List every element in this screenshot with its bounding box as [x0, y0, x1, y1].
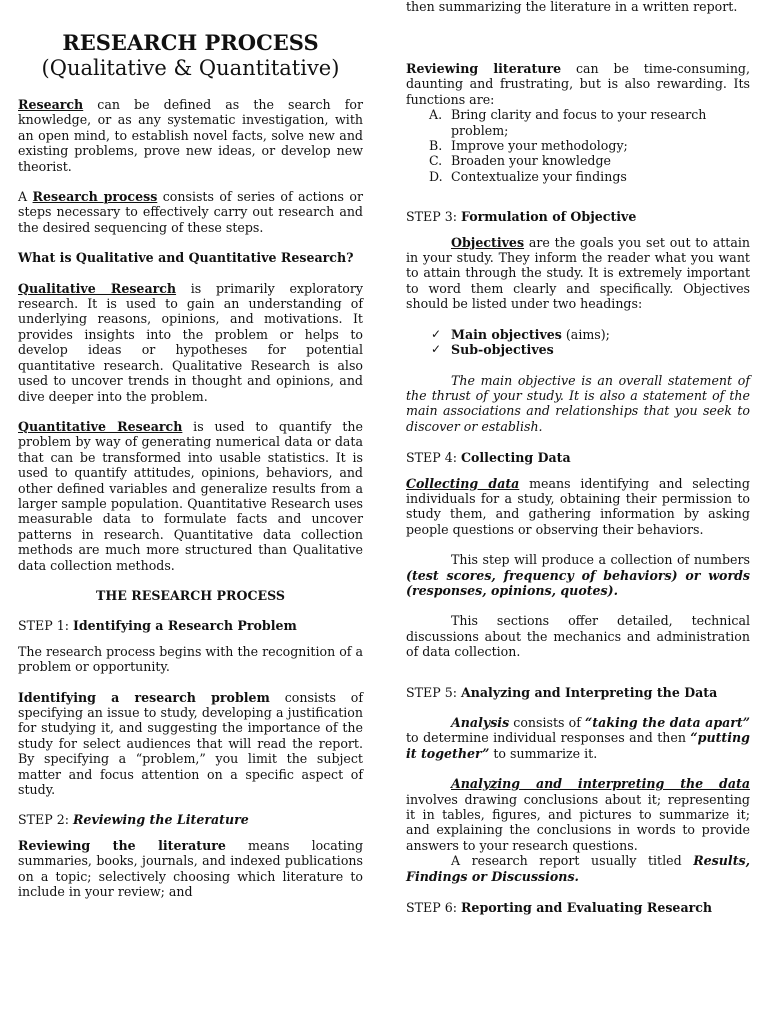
right-column-body [406, 61, 750, 915]
process-definition: A Research process consists of series of actions or steps necessary to effectively carry out research and the desired sequencing of these steps. [18, 189, 363, 235]
step3-paragraph-1: Objectives are the goals you set out to attain in your study. They inform the reader what you want to attain through the study. It is extremely important to word them clearly and specifically. Objectives should be listed under two headings: [406, 234, 750, 312]
left-column [18, 0, 363, 899]
check-icon: ✓ [431, 342, 442, 357]
step2-paragraph-1-continued: then summarizing the literature in a written report. [406, 0, 738, 14]
list-item: C. Broaden your knowledge [429, 153, 611, 169]
list-item: B. Improve your methodology; [429, 138, 628, 154]
functions-list [406, 107, 750, 184]
list-item: D. Contextualize your findings [429, 168, 627, 184]
intro-paragraph: Research can be defined as the search for knowledge, or as any systematic investigation, with an open mind, to establish novel facts, solve new and existing problems, prove new ideas, or develop new theorist. [18, 97, 363, 174]
step2-heading: STEP 2: Reviewing the Literature [18, 812, 249, 828]
collecting-data-term: Collecting data [406, 475, 520, 491]
question-heading: What is Qualitative and Quantitative Research? [18, 250, 354, 266]
step6-heading: STEP 6: Reporting and Evaluating Research [406, 900, 713, 916]
objectives-term: Objectives [451, 234, 525, 250]
quantitative-paragraph: Quantitative Research is used to quantify the problem by way of generating numerical data or data that can be transformed into usable statistics. It is used to quantify attitudes, opinions, behaviors, and other defined variables and generalize results from a larger sample population. Quantitative Research uses measurable data to formulate facts and uncover patterns in research. Quantitative data collection methods are much more structured than Qualitative data collection methods. [18, 418, 363, 573]
list-item: A. Bring clarity and focus to your research problem; [429, 107, 707, 138]
step1-paragraph-1: The research process begins with the recognition of a problem or opportunity. [18, 643, 363, 675]
step2-paragraph-2: Reviewing literature can be time-consuming, daunting and frustrating, but is also rewarding. Its functions are: [406, 61, 750, 107]
analyzing-term: Analyzing and interpreting the data [451, 776, 750, 792]
qualitative-term: Qualitative Research [18, 280, 177, 296]
step5-paragraph-2: Analyzing and interpreting the data involves drawing conclusions about it; representing it in tables, figures, and pictures to summarize it; and explaining the conclusions in words to provide answers to your research questions. [406, 776, 750, 853]
step2-paragraph-1: Reviewing the literature means locating summaries, books, journals, and indexed publications on a topic; selectively choosing which literature to include in your review; and [18, 837, 364, 900]
page-title: RESEARCH PROCESS [62, 30, 319, 55]
check-icon: ✓ [431, 326, 442, 341]
step5-paragraph-3: A research report usually titled Results, Findings or Discussions. [406, 853, 750, 884]
right-column [406, 0, 750, 14]
step5-paragraph-1: Analysis consists of “taking the data apart” to determine individual responses and then “putting it together” to summarize it. [406, 715, 750, 761]
step1-heading: STEP 1: Identifying a Research Problem [18, 618, 297, 634]
step4-heading: STEP 4: Collecting Data [406, 450, 571, 466]
list-item: ✓ Sub-objectives [431, 342, 554, 358]
page-subtitle: (Qualitative & Quantitative) [41, 56, 340, 80]
process-heading: THE RESEARCH PROCESS [96, 587, 285, 603]
list-item: ✓ Main objectives (aims); [431, 326, 610, 342]
step5-heading: STEP 5: Analyzing and Interpreting the Data [406, 684, 718, 700]
research-term: Research [18, 97, 84, 112]
step4-paragraph-1: Collecting data means identifying and selecting individuals for a study, obtaining their permission to study them, and gathering information by asking people questions or observing their behaviors. [406, 475, 750, 537]
objective-headings-list [406, 327, 750, 358]
step3-heading: STEP 3: Formulation of Objective [406, 209, 637, 225]
step4-paragraph-3: This sections offer detailed, technical discussions about the mechanics and administration of data collection. [406, 613, 750, 660]
research-process-term: Research process [32, 189, 158, 205]
quantitative-term: Quantitative Research [18, 418, 183, 434]
step4-paragraph-2: This step will produce a collection of numbers (test scores, frequency of behaviors) or words (responses, opinions, quotes). [406, 552, 750, 598]
step1-paragraph-2: Identifying a research problem consists of specifying an issue to study, developing a justification for studying it, and suggesting the importance of the study for select audiences that will read the report. By specifying a “problem,” you limit the subject matter and focus attention on a specific aspect of study. [18, 689, 363, 798]
qualitative-paragraph: Qualitative Research is primarily exploratory research. It is used to gain an understanding of underlying reasons, opinions, and motivations. It provides insights into the problem or helps to develop ideas or hypotheses for potential quantitative research. Qualitative Research is also used to uncover trends in thought and opinions, and dive deeper into the problem. [18, 280, 363, 404]
step3-paragraph-2: The main objective is an overall statement of the thrust of your study. It is also a statement of the main associations and relationships that you seek to discover or establish. [406, 372, 750, 434]
